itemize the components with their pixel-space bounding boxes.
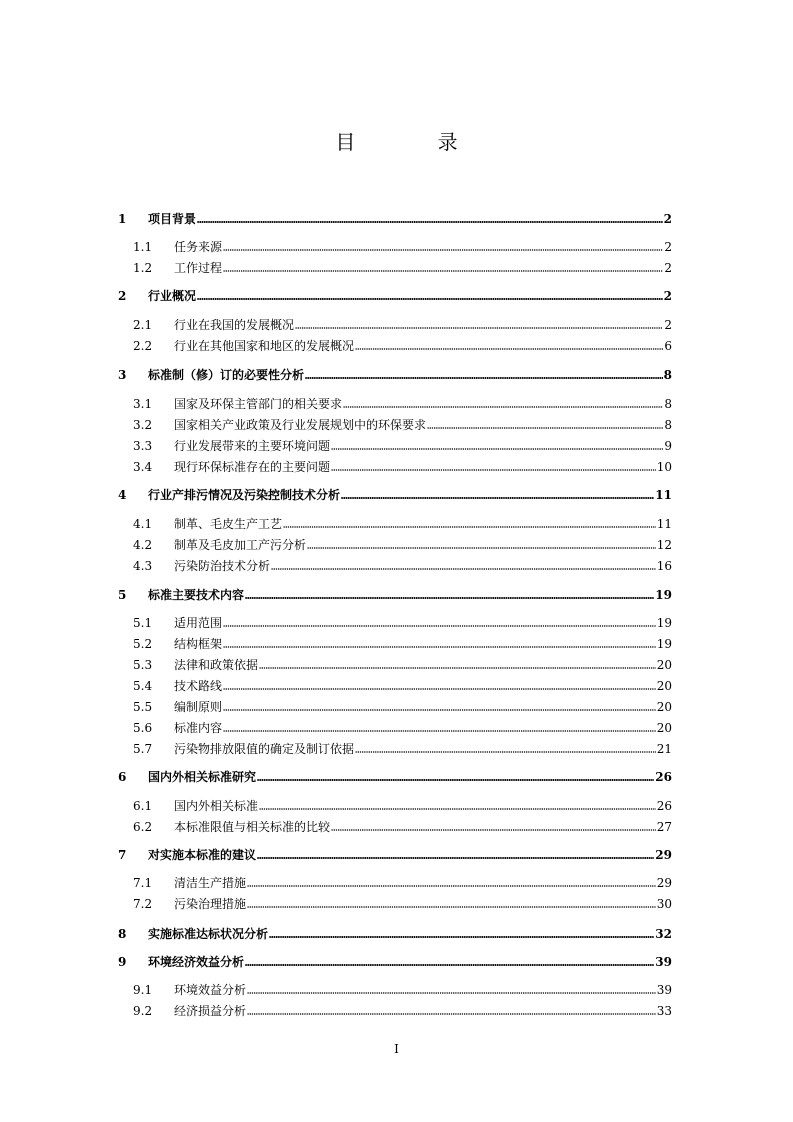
toc-entry-number: 9.1 (133, 983, 153, 997)
toc-entry-number: 9.2 (133, 1004, 153, 1018)
toc-section-entry[interactable] (118, 416, 672, 434)
toc-entry-number: 2 (118, 289, 127, 303)
toc-section-entry[interactable] (118, 437, 672, 455)
toc-section-entry[interactable] (118, 818, 672, 836)
toc-entry-page: 8 (664, 397, 672, 411)
toc-entry-page: 9 (664, 439, 672, 453)
toc-entry-title: 污染物排放限值的确定及制订依据 (174, 742, 355, 756)
toc-entry-number: 6.2 (133, 820, 153, 834)
toc-entry-number: 5 (118, 588, 127, 602)
toc-section-entry[interactable] (118, 395, 672, 413)
toc-entry-title: 工作过程 (174, 261, 223, 275)
toc-dot-leader (245, 963, 654, 967)
toc-entry-title: 污染防治技术分析 (174, 559, 271, 573)
toc-entry-title: 环境效益分析 (174, 983, 247, 997)
toc-entry-title: 制革、毛皮生产工艺 (174, 517, 283, 531)
toc-dot-leader (223, 624, 656, 628)
toc-dot-leader (271, 567, 656, 571)
toc-dot-leader (257, 856, 654, 860)
toc-entry-title: 行业概况 (148, 289, 197, 303)
toc-section-entry[interactable] (118, 515, 672, 533)
toc-entry-title: 行业在我国的发展概况 (174, 318, 295, 332)
toc-entry-number: 5.1 (133, 616, 153, 630)
toc-entry-page: 29 (655, 848, 672, 862)
toc-section-entry[interactable] (118, 316, 672, 334)
toc-entry-title: 清洁生产措施 (174, 876, 247, 890)
toc-section-entry[interactable] (118, 536, 672, 554)
toc-entry-title: 环境经济效益分析 (148, 955, 245, 969)
toc-section-entry[interactable] (118, 698, 672, 716)
toc-entry-title: 本标准限值与相关标准的比较 (174, 820, 331, 834)
toc-entry-title: 现行环保标准存在的主要问题 (174, 460, 331, 474)
toc-entry-title: 适用范围 (174, 616, 223, 630)
toc-entry-page: 12 (656, 538, 672, 552)
toc-entry-number: 5.7 (133, 742, 153, 756)
toc-entry-number: 7.1 (133, 876, 153, 890)
toc-entry-number: 6.1 (133, 799, 153, 813)
toc-entry-title: 国家及环保主管部门的相关要求 (174, 397, 343, 411)
toc-entry-title: 实施标准达标状况分析 (148, 927, 269, 941)
toc-entry-number: 5.6 (133, 721, 153, 735)
toc-entry-number: 3.2 (133, 418, 153, 432)
toc-entry-title: 污染治理措施 (174, 897, 247, 911)
toc-entry-page: 2 (664, 261, 672, 275)
toc-chapter-entry[interactable] (118, 768, 672, 786)
toc-entry-number: 9 (118, 955, 127, 969)
toc-entry-page: 20 (656, 700, 672, 714)
toc-entry-page: 26 (655, 770, 672, 784)
toc-entry-title: 标准制（修）订的必要性分析 (148, 368, 305, 382)
toc-entry-page: 2 (663, 212, 672, 226)
toc-entry-page: 26 (656, 799, 672, 813)
toc-entry-number: 5.3 (133, 658, 153, 672)
toc-entry-title: 行业产排污情况及污染控制技术分析 (148, 488, 341, 502)
toc-dot-leader (223, 645, 656, 649)
toc-dot-leader (305, 376, 663, 380)
toc-entry-title: 结构框架 (174, 637, 223, 651)
toc-section-entry[interactable] (118, 981, 672, 999)
toc-chapter-entry[interactable] (118, 287, 672, 305)
toc-dot-leader (259, 666, 656, 670)
toc-dot-leader (223, 708, 656, 712)
toc-section-entry[interactable] (118, 895, 672, 913)
toc-dot-leader (245, 596, 654, 600)
toc-section-entry[interactable] (118, 677, 672, 695)
toc-dot-leader (307, 546, 656, 550)
toc-entry-page: 39 (655, 955, 672, 969)
toc-entry-page: 33 (656, 1004, 672, 1018)
toc-section-entry[interactable] (118, 656, 672, 674)
toc-entry-title: 编制原则 (174, 700, 223, 714)
toc-dot-leader (197, 220, 663, 224)
toc-section-entry[interactable] (118, 238, 672, 256)
toc-entry-title: 国内外相关标准 (174, 799, 259, 813)
toc-dot-leader (223, 248, 663, 252)
toc-entry-page: 11 (655, 488, 672, 502)
toc-chapter-entry[interactable] (118, 366, 672, 384)
toc-dot-leader (331, 468, 656, 472)
toc-dot-leader (283, 525, 656, 529)
toc-entry-page: 20 (656, 679, 672, 693)
toc-entry-title: 国内外相关标准研究 (148, 770, 257, 784)
toc-title: 目 录 (335, 130, 496, 154)
toc-chapter-entry[interactable] (118, 846, 672, 864)
toc-section-entry[interactable] (118, 458, 672, 476)
toc-section-entry[interactable] (118, 719, 672, 737)
toc-entry-title: 制革及毛皮加工产污分析 (174, 538, 307, 552)
toc-entry-title: 行业在其他国家和地区的发展概况 (174, 339, 355, 353)
toc-entry-page: 19 (656, 637, 672, 651)
toc-dot-leader (247, 905, 656, 909)
toc-entry-page: 20 (656, 721, 672, 735)
toc-entry-page: 2 (664, 318, 672, 332)
toc-entry-page: 29 (656, 876, 672, 890)
toc-section-entry[interactable] (118, 1002, 672, 1020)
toc-dot-leader (331, 828, 656, 832)
toc-entry-page: 30 (656, 897, 672, 911)
toc-section-entry[interactable] (118, 797, 672, 815)
toc-entry-number: 2.2 (133, 339, 153, 353)
toc-entry-number: 5.5 (133, 700, 153, 714)
toc-entry-page: 11 (656, 517, 672, 531)
toc-dot-leader (257, 778, 654, 782)
toc-dot-leader (223, 269, 663, 273)
toc-dot-leader (223, 729, 656, 733)
toc-dot-leader (247, 1012, 656, 1016)
toc-entry-title: 行业发展带来的主要环境问题 (174, 439, 331, 453)
toc-entry-number: 8 (118, 927, 127, 941)
toc-entry-number: 7 (118, 848, 127, 862)
toc-entry-page: 2 (663, 289, 672, 303)
toc-entry-page: 20 (656, 658, 672, 672)
toc-entry-title: 国家相关产业政策及行业发展规划中的环保要求 (174, 418, 427, 432)
toc-entry-number: 1.1 (133, 240, 153, 254)
toc-entry-page: 27 (656, 820, 672, 834)
toc-entry-page: 10 (656, 460, 672, 474)
toc-entry-number: 6 (118, 770, 127, 784)
toc-entry-page: 19 (655, 588, 672, 602)
toc-section-entry[interactable] (118, 337, 672, 355)
toc-entry-number: 7.2 (133, 897, 153, 911)
toc-entry-number: 5.4 (133, 679, 153, 693)
toc-entry-number: 3 (118, 368, 127, 382)
toc-entry-title: 标准内容 (174, 721, 223, 735)
toc-chapter-entry[interactable] (118, 210, 672, 228)
toc-entry-page: 32 (655, 927, 672, 941)
toc-entry-page: 8 (664, 418, 672, 432)
toc-dot-leader (295, 326, 663, 330)
toc-entry-page: 16 (656, 559, 672, 573)
toc-entry-page: 2 (664, 240, 672, 254)
toc-dot-leader (341, 496, 654, 500)
toc-dot-leader (331, 447, 663, 451)
toc-section-entry[interactable] (118, 740, 672, 758)
toc-dot-leader (197, 297, 663, 301)
toc-entry-number: 4.1 (133, 517, 153, 531)
toc-entry-title: 标准主要技术内容 (148, 588, 245, 602)
toc-section-entry[interactable] (118, 557, 672, 575)
toc-chapter-entry[interactable] (118, 953, 672, 971)
toc-section-entry[interactable] (118, 259, 672, 277)
toc-entry-title: 法律和政策依据 (174, 658, 259, 672)
toc-dot-leader (355, 347, 663, 351)
toc-dot-leader (343, 405, 663, 409)
toc-entry-page: 8 (663, 368, 672, 382)
toc-dot-leader (259, 807, 656, 811)
toc-entry-number: 4 (118, 488, 127, 502)
toc-section-entry[interactable] (118, 874, 672, 892)
toc-dot-leader (247, 991, 656, 995)
toc-entry-page: 6 (664, 339, 672, 353)
toc-dot-leader (427, 426, 663, 430)
toc-entry-page: 19 (656, 616, 672, 630)
toc-dot-leader (247, 884, 656, 888)
toc-chapter-entry[interactable] (118, 586, 672, 604)
toc-entry-title: 任务来源 (174, 240, 223, 254)
toc-entry-number: 4.2 (133, 538, 153, 552)
toc-section-entry[interactable] (118, 635, 672, 653)
toc-entry-number: 2.1 (133, 318, 153, 332)
toc-entry-page: 39 (656, 983, 672, 997)
toc-dot-leader (355, 750, 656, 754)
toc-entry-number: 1 (118, 212, 127, 226)
toc-section-entry[interactable] (118, 614, 672, 632)
toc-entry-title: 技术路线 (174, 679, 223, 693)
toc-entry-number: 1.2 (133, 261, 153, 275)
toc-dot-leader (223, 687, 656, 691)
toc-chapter-entry[interactable] (118, 925, 672, 943)
page-number: I (394, 1042, 399, 1056)
toc-entry-number: 4.3 (133, 559, 153, 573)
toc-entry-page: 21 (656, 742, 672, 756)
toc-entry-number: 3.1 (133, 397, 153, 411)
toc-entry-number: 5.2 (133, 637, 153, 651)
toc-dot-leader (269, 935, 654, 939)
toc-entry-number: 3.3 (133, 439, 153, 453)
toc-chapter-entry[interactable] (118, 486, 672, 504)
toc-entry-title: 经济损益分析 (174, 1004, 247, 1018)
toc-entry-number: 3.4 (133, 460, 153, 474)
toc-entry-title: 对实施本标准的建议 (148, 848, 257, 862)
toc-entry-title: 项目背景 (148, 212, 197, 226)
